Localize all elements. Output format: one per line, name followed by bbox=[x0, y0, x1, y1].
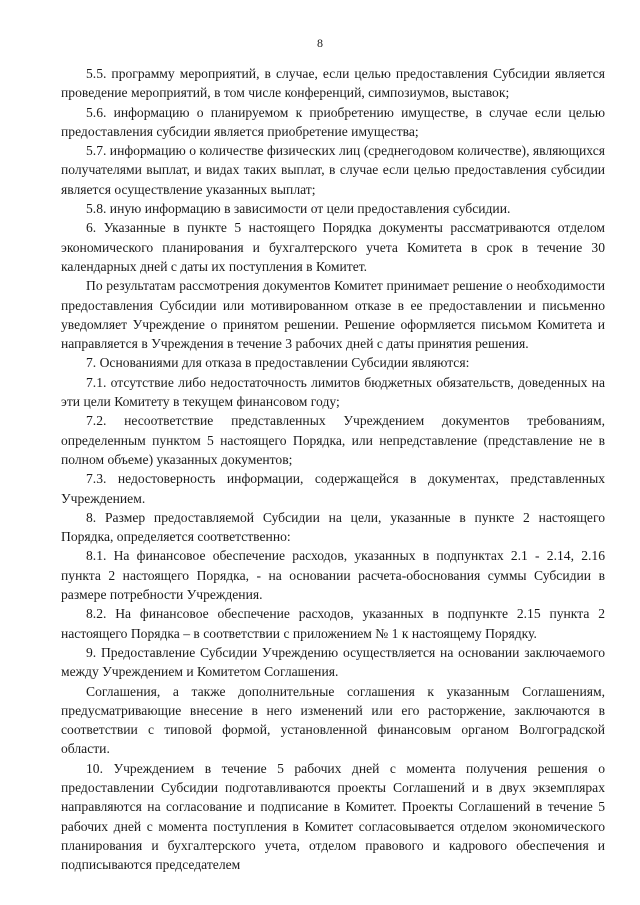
paragraph-5-6: 5.6. информацию о планируемом к приобретению имуществе, в случае если целью предоставления субсидии является приобретение имущества; bbox=[61, 104, 605, 139]
paragraph-6-decision: По результатам рассмотрения документов Комитет принимает решение о необходимости предоставления Субсидии или мотивированном отказе в ее предоставлении и письменно уведомляет Учреждение о принятом решении. Решение оформляется письмом Комитета и направляется в Учреждения в течение 3 рабочих дней с даты принятия решения. bbox=[61, 278, 605, 352]
paragraph-7-2: 7.2. несоответствие представленных Учреждением документов требованиям, определенным пунктом 5 настоящего Порядка, или непредставление (представление не в полном объеме) указанных документов; bbox=[61, 413, 605, 467]
document-body bbox=[61, 64, 605, 874]
paragraph-8: 8. Размер предоставляемой Субсидии на цели, указанные в пункте 2 настоящего Порядка, определяется соответственно: bbox=[61, 509, 605, 545]
paragraph-8-2: 8.2. На финансовое обеспечение расходов, указанных в подпункте 2.15 пункта 2 настоящего Порядка – в соответствии с приложением № 1 к настоящему Порядку. bbox=[61, 606, 605, 641]
paragraph-8-1: 8.1. На финансовое обеспечение расходов, указанных в подпунктах 2.1 - 2.14, 2.16 пункта 2 настоящего Порядка, - на основании расчета-обоснования суммы Субсидии в размере потребности Учреждения. bbox=[61, 548, 605, 603]
paragraph-9: 9. Предоставление Субсидии Учреждению осуществляется на основании заключаемого между Учреждением и Комитетом Соглашения. bbox=[61, 644, 605, 680]
page-number: 8 bbox=[317, 36, 323, 50]
paragraph-5-5: 5.5. программу мероприятий, в случае, если целью предоставления Субсидии является проведение мероприятий, в том числе конференций, симпозиумов, выставок; bbox=[61, 66, 605, 101]
paragraph-6: 6. Указанные в пункте 5 настоящего Порядка документы рассматриваются отделом экономического планирования и бухгалтерского учета Комитета в срок в течение 30 календарных дней с даты их поступления в Комитет. bbox=[61, 220, 605, 274]
paragraph-7: 7. Основаниями для отказа в предоставлении Субсидии являются: bbox=[86, 355, 470, 371]
paragraph-5-8: 5.8. иную информацию в зависимости от цели предоставления субсидии. bbox=[86, 201, 511, 217]
paragraph-10: 10. Учреждением в течение 5 рабочих дней с момента получения решения о предоставлении Субсидии подготавливаются проекты Соглашений и в двух экземплярах направляются на согласование и подписание в Комитет. Проекты Соглашений в течение 5 рабочих дней с момента поступления в Комитет согласовывается отделом экономического планирования и бухгалтерского учета, отделом правового и кадрового обеспечения и подписываются председателем bbox=[61, 760, 605, 873]
paragraph-9-agreements: Соглашения, а также дополнительные соглашения к указанным Соглашениям, предусматривающие внесение в него изменений или его расторжение, заключаются в соответствии с типовой формой, установленной финансовым органом Волгоградской области. bbox=[61, 683, 605, 757]
paragraph-7-3: 7.3. недостоверность информации, содержащейся в документах, представленных Учреждением. bbox=[61, 471, 605, 506]
paragraph-7-1: 7.1. отсутствие либо недостаточность лимитов бюджетных обязательств, доведенных на эти цели Комитету в текущем финансовом году; bbox=[61, 374, 605, 410]
paragraph-5-7: 5.7. информацию о количестве физических лиц (среднегодовом количестве), являющихся получателями выплат, и видах таких выплат, в случае если целью предоставления субсидии является осуществление указанных выплат; bbox=[61, 143, 605, 197]
